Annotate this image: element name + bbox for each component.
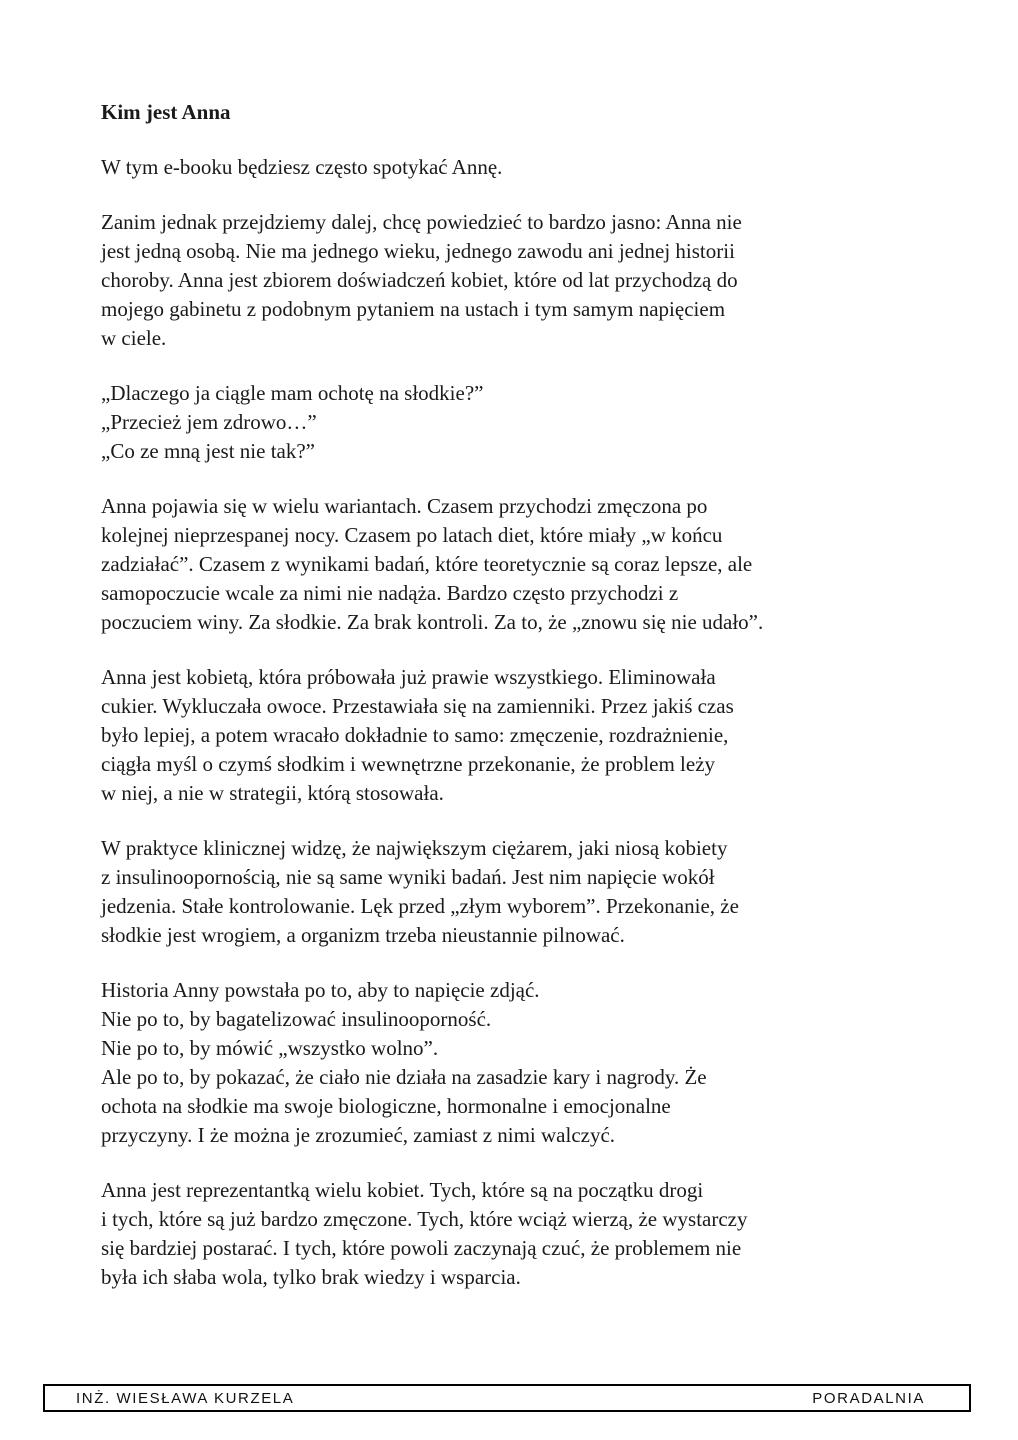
text-line: Ale po to, by pokazać, że ciało nie działa na zasadzie kary i nagrody. Że bbox=[101, 1065, 707, 1089]
text-line: się bardziej postarać. I tych, które powoli zaczynają czuć, że problemem nie bbox=[101, 1236, 742, 1260]
text-line: Nie po to, by bagatelizować insulinooporność. bbox=[101, 1007, 492, 1031]
footer-label: PORADALNIA bbox=[812, 1389, 925, 1407]
text-line: i tych, które są już bardzo zmęczone. Tych, które wciąż wierzą, że wystarczy bbox=[101, 1207, 748, 1231]
document-body bbox=[101, 96, 931, 1318]
paragraph-quotes bbox=[101, 379, 931, 466]
paragraph-clinical-practice bbox=[101, 834, 931, 950]
text-line: choroby. Anna jest zbiorem doświadczeń kobiet, które od lat przychodzą do bbox=[101, 268, 738, 292]
text-line: poczuciem winy. Za słodkie. Za brak kontroli. Za to, że „znowu się nie udało”. bbox=[101, 610, 764, 634]
paragraph-purpose bbox=[101, 976, 931, 1150]
footer-author: INŻ. WIESŁAWA KURZELA bbox=[76, 1389, 295, 1407]
text-line: kolejnej nieprzespanej nocy. Czasem po latach diet, które miały „w końcu bbox=[101, 523, 723, 547]
text-line: z insulinoopornością, nie są same wyniki badań. Jest nim napięcie wokół bbox=[101, 865, 715, 889]
text-line: W tym e-booku będziesz często spotykać Annę. bbox=[101, 155, 503, 179]
text-line: Anna pojawia się w wielu wariantach. Czasem przychodzi zmęczona po bbox=[101, 494, 708, 518]
text-line: była ich słaba wola, tylko brak wiedzy i wsparcia. bbox=[101, 1265, 521, 1289]
quote-line: „Przecież jem zdrowo…” bbox=[101, 410, 317, 434]
paragraph-who-is-anna bbox=[101, 208, 931, 353]
text-line: było lepiej, a potem wracało dokładnie to samo: zmęczenie, rozdrażnienie, bbox=[101, 723, 729, 747]
text-line: zadziałać”. Czasem z wynikami badań, które teoretycznie są coraz lepsze, ale bbox=[101, 552, 753, 576]
paragraph-representative bbox=[101, 1176, 931, 1292]
text-line: Anna jest kobietą, która próbowała już prawie wszystkiego. Eliminowała bbox=[101, 665, 716, 689]
text-line: mojego gabinetu z podobnym pytaniem na ustach i tym samym napięciem bbox=[101, 297, 726, 321]
page-footer bbox=[43, 1384, 971, 1412]
text-line: Zanim jednak przejdziemy dalej, chcę powiedzieć to bardzo jasno: Anna nie bbox=[101, 210, 742, 234]
text-line: jedzenia. Stałe kontrolowanie. Lęk przed „złym wyborem”. Przekonanie, że bbox=[101, 894, 739, 918]
text-line: przyczyny. I że można je zrozumieć, zamiast z nimi walczyć. bbox=[101, 1123, 616, 1147]
text-line: samopoczucie wcale za nimi nie nadąża. Bardzo często przychodzi z bbox=[101, 581, 679, 605]
text-line: w niej, a nie w strategii, którą stosowała. bbox=[101, 781, 444, 805]
page-title: Kim jest Anna bbox=[101, 100, 231, 124]
paragraph-variants bbox=[101, 492, 931, 637]
quote-line: „Co ze mną jest nie tak?” bbox=[101, 439, 315, 463]
paragraph-intro bbox=[101, 153, 931, 182]
text-line: cukier. Wykluczała owoce. Przestawiała się na zamienniki. Przez jakiś czas bbox=[101, 694, 734, 718]
paragraph-attempts bbox=[101, 663, 931, 808]
text-line: jest jedną osobą. Nie ma jednego wieku, jednego zawodu ani jednej historii bbox=[101, 239, 735, 263]
text-line: ciągła myśl o czymś słodkim i wewnętrzne przekonanie, że problem leży bbox=[101, 752, 716, 776]
text-line: W praktyce klinicznej widzę, że największym ciężarem, jaki niosą kobiety bbox=[101, 836, 728, 860]
text-line: Nie po to, by mówić „wszystko wolno”. bbox=[101, 1036, 439, 1060]
text-line: w ciele. bbox=[101, 326, 167, 350]
quote-line: „Dlaczego ja ciągle mam ochotę na słodkie?” bbox=[101, 381, 484, 405]
text-line: Anna jest reprezentantką wielu kobiet. Tych, które są na początku drogi bbox=[101, 1178, 704, 1202]
text-line: ochota na słodkie ma swoje biologiczne, hormonalne i emocjonalne bbox=[101, 1094, 671, 1118]
text-line: Historia Anny powstała po to, aby to napięcie zdjąć. bbox=[101, 978, 540, 1002]
text-line: słodkie jest wrogiem, a organizm trzeba nieustannie pilnować. bbox=[101, 923, 625, 947]
